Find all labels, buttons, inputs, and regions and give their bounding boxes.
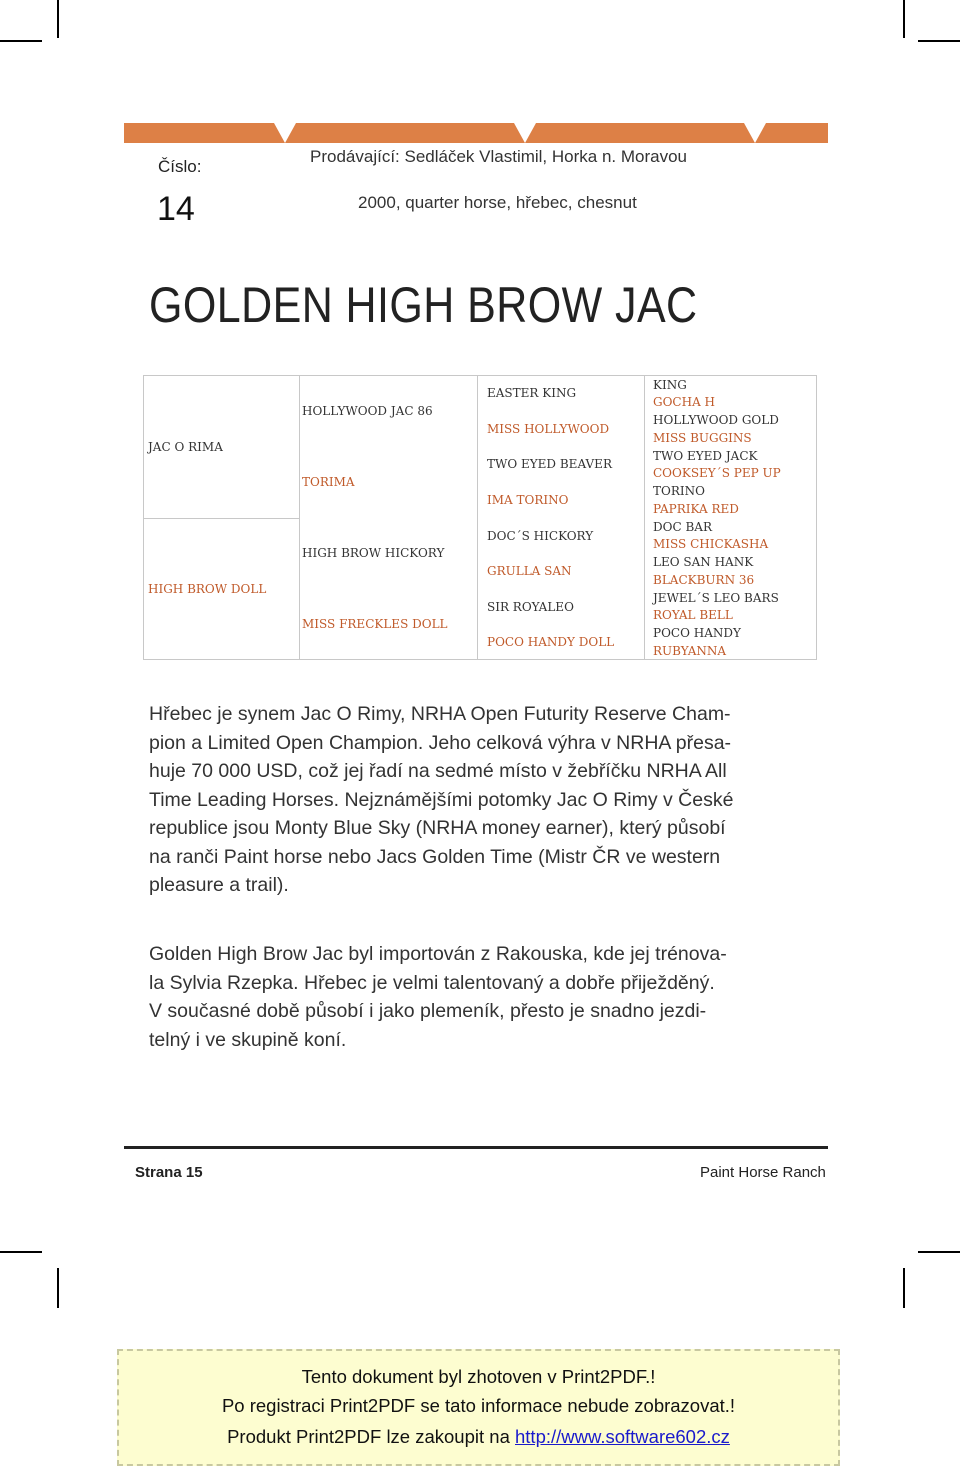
pedigree-gen4: HOLLYWOOD GOLD [653,413,779,427]
notice-line [119,1426,838,1448]
description-paragraph [149,700,829,900]
pedigree-dam: HIGH BROW DOLL [148,582,267,596]
pedigree-gen2: TORIMA [302,475,355,489]
notice-line: Po registraci Print2PDF se tato informace nebude zobrazovat.! [221,1395,736,1416]
text-line: pion a Limited Open Champion. Jeho celková výhra v NRHA přesa- [149,731,732,754]
text-line: Golden High Brow Jac byl importován z Rakouska, kde jej trénova- [149,943,727,965]
pedigree-gen2: HOLLYWOOD JAC 86 [302,404,433,418]
text-line: republice jsou Monty Blue Sky (NRHA money earner), který působí [149,817,726,839]
description-paragraph [149,940,829,1054]
crop-mark [57,0,59,38]
pedigree-table [143,375,817,660]
pedigree-gen4: POCO HANDY [653,626,741,640]
text-line: huje 70 000 USD, což jej řadí na sedmé místo v žebříčku NRHA All [149,760,727,782]
crop-mark [57,1268,59,1308]
pedigree-gen3: EASTER KING [487,386,577,400]
horse-info: 2000, quarter horse, hřebec, chesnut [358,193,637,212]
page-number: Strana 15 [135,1164,203,1181]
software602-link[interactable]: http://www.software602.cz [515,1426,730,1447]
text-line: Hřebec je synem Jac O Rimy, NRHA Open Futurity Reserve Cham- [149,703,731,725]
horse-name: GOLDEN HIGH BROW JAC [149,277,698,333]
pedigree-gen4: MISS BUGGINS [653,431,752,445]
notice-text: Produkt Print2PDF lze zakoupit na [227,1426,515,1447]
pedigree-gen2: HIGH BROW HICKORY [302,546,445,560]
text-line: V současné době působí i jako plemeník, přesto je snadno jezdi- [149,1000,707,1022]
crop-mark [0,40,42,42]
pedigree-gen4: LEO SAN HANK [653,555,754,569]
pedigree-gen3: SIR ROYALEO [487,600,574,614]
pedigree-gen3: TWO EYED BEAVER [487,457,612,471]
pedigree-gen4: BLACKBURN 36 [653,573,755,587]
pedigree-gen4: COOKSEY´S PEP UP [653,466,781,480]
number-label: Číslo: [158,157,202,176]
pedigree-gen3: IMA TORINO [487,493,569,507]
seller-text: Prodávající: Sedláček Vlastimil, Horka n. Moravou [310,147,687,166]
print2pdf-notice [117,1349,840,1466]
crop-mark [918,1251,960,1253]
text-line: pleasure a trail). [149,874,289,896]
pedigree-gen3: MISS HOLLYWOOD [487,422,610,436]
pedigree-gen3: DOC´S HICKORY [487,529,594,543]
text-line: Time Leading Horses. Nejznámějšími potomky Jac O Rimy v České [149,788,734,811]
crop-mark [903,1268,905,1308]
pedigree-gen4: TWO EYED JACK [653,449,758,463]
pedigree-gen4: KING [653,378,687,392]
pedigree-gen4: MISS CHICKASHA [653,537,769,551]
pedigree-gen4: GOCHA H [653,395,716,409]
pedigree-gen4: TORINO [653,484,705,498]
footer-rule [124,1146,828,1149]
header-banner [124,123,828,143]
text-line: telný i ve skupině koní. [149,1028,347,1051]
pedigree-gen3: POCO HANDY DOLL [487,635,615,649]
crop-mark [918,40,960,42]
pedigree-gen4: RUBYANNA [653,644,727,658]
crop-mark [903,0,905,38]
ranch-name: Paint Horse Ranch [700,1164,826,1181]
pedigree-gen4: ROYAL BELL [653,608,733,622]
pedigree-gen4: JEWEL´S LEO BARS [653,591,779,605]
notice-line: Tento dokument byl zhotoven v Print2PDF.! [301,1366,656,1387]
pedigree-gen3: GRULLA SAN [487,564,572,578]
pedigree-gen4: DOC BAR [653,520,712,534]
text-line: la Sylvia Rzepka. Hřebec je velmi talentovaný a dobře přiježděný. [149,971,715,994]
listing-number: 14 [157,190,195,228]
pedigree-gen4: PAPRIKA RED [653,502,739,516]
pedigree-sire: JAC O RIMA [148,440,223,454]
pedigree-gen2: MISS FRECKLES DOLL [302,617,448,631]
text-line: na ranči Paint horse nebo Jacs Golden Time (Mistr ČR ve western [149,845,721,868]
crop-mark [0,1251,42,1253]
